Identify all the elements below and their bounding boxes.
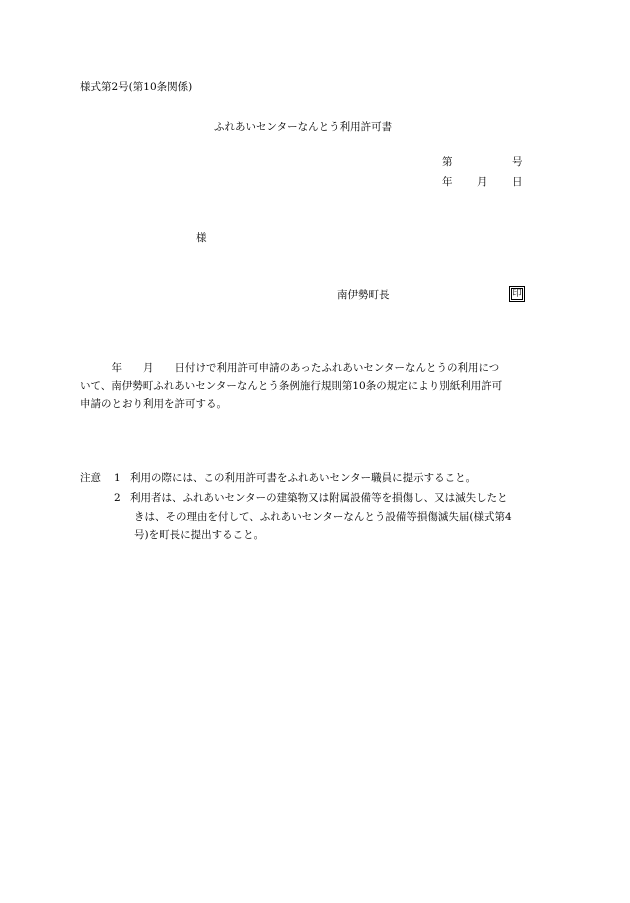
issuer-name: 南伊勢町長: [337, 289, 390, 301]
document-title: ふれあいセンターなんとう利用許可書: [214, 121, 393, 133]
notes-label: 注意: [80, 472, 101, 484]
note-number: 1: [114, 472, 121, 484]
number-prefix: 第: [442, 156, 453, 168]
number-suffix: 号: [512, 156, 523, 168]
note-text-line: 号)を町長に提出すること。: [134, 529, 265, 541]
body-text-line: 年 月 日付けで利用許可申請のあったふれあいセンターなんとうの利用につ: [80, 362, 500, 374]
note-text-line: 利用者は、ふれあいセンターの建築物又は附属設備等を損傷し、又は滅失したと: [130, 492, 508, 504]
body-text-line: 申請のとおり利用を許可する。: [80, 398, 227, 410]
seal-stamp: [509, 286, 525, 302]
note-text-line: きは、その理由を付して、ふれあいセンターなんとう設備等損傷滅失届(様式第4: [134, 511, 512, 523]
date-year-label: 年: [442, 176, 453, 188]
form-identifier: 様式第2号(第10条関係): [80, 81, 193, 93]
seal-character: 印: [512, 288, 522, 299]
body-text-line: いて、南伊勢町ふれあいセンターなんとう条例施行規則第10条の規定により別紙利用許可: [80, 380, 503, 392]
date-day-label: 日: [512, 176, 523, 188]
note-number: 2: [114, 492, 121, 504]
note-text-line: 利用の際には、この利用許可書をふれあいセンター職員に提示すること。: [130, 472, 477, 484]
addressee-honorific: 様: [196, 232, 207, 244]
date-month-label: 月: [477, 176, 488, 188]
